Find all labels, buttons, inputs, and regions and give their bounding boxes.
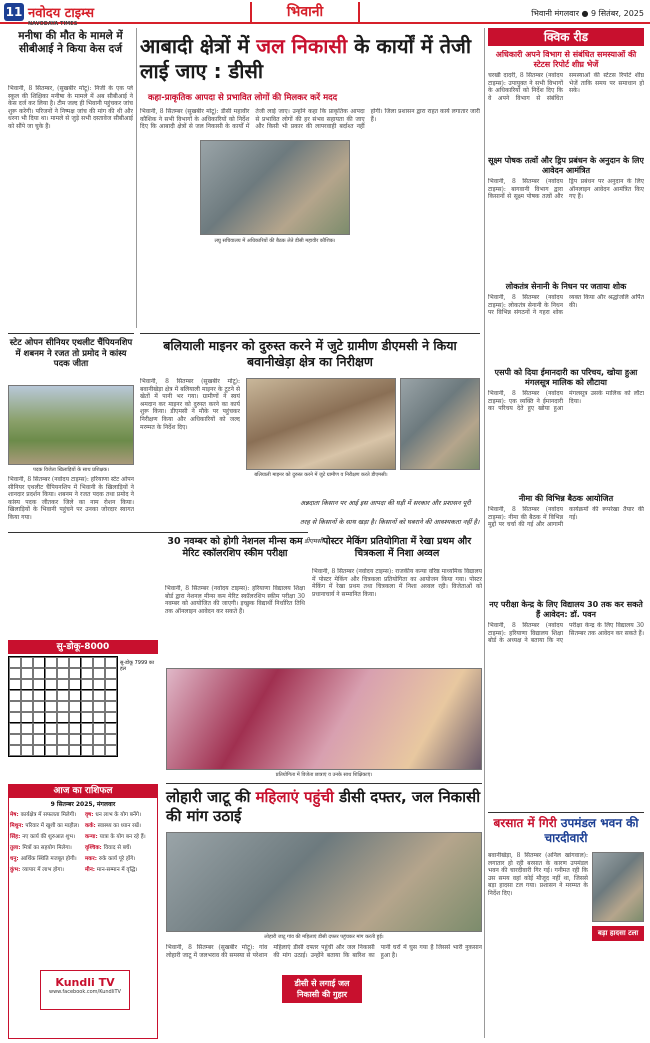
- sudoku-cell: [57, 745, 69, 756]
- sudoku-cell: [9, 701, 21, 712]
- lohari-headline-highlight: महिलाएं पहुंची: [255, 788, 334, 806]
- horoscope-sign-name: तुला:: [10, 845, 23, 851]
- lohari-photo: [166, 832, 482, 932]
- horoscope-date: 9 सितम्बर 2025, मंगलवार: [50, 801, 116, 808]
- horoscope-sign-name: वृष:: [85, 812, 96, 818]
- divider-center: [140, 333, 480, 334]
- sudoku-cell: [33, 734, 45, 745]
- sudoku-cell: [9, 712, 21, 723]
- lohari-headline: [166, 788, 482, 826]
- horoscope-sign-text: नए कार्य की शुरुआत शुभ।: [22, 834, 76, 840]
- sudoku-cell: [21, 657, 33, 668]
- sudoku-cell: [45, 668, 57, 679]
- state-headline: स्टेट ओपन सीनियर एथलीट चैंपियनशिप में शबनम ने रजत तो प्रमोद ने कांस्य पदक जीता: [9, 338, 133, 369]
- divider-barsat: [488, 812, 644, 813]
- sudoku-cell: [93, 712, 105, 723]
- horoscope-sign: [10, 843, 81, 852]
- right-story2-body: भिवानी, 8 सितम्बर (नवोदय टाइम्स): बागवानी विभाग द्वारा किसानों से सूक्ष्म पोषक तत्वों और ड्रिप प्रबंधन पर अनुदान के लिए ऑनलाइन आवेदन आमंत्रित किए गए हैं।: [488, 178, 644, 201]
- sudoku-cell: [81, 723, 93, 734]
- sudoku-cell: [9, 723, 21, 734]
- sudoku-cell: [57, 690, 69, 701]
- sudoku-cell: [57, 712, 69, 723]
- sudoku-cell: [45, 723, 57, 734]
- kundli-ad-url: www.facebook.com/KundliTV: [49, 989, 121, 995]
- state-photo-caption: पदक विजेता खिलाड़ियों के साथ प्रशिक्षक।: [32, 467, 110, 473]
- sudoku-cell: [69, 745, 81, 756]
- horoscope-sign: [10, 810, 81, 819]
- left-story1-body: भिवानी, 8 सितम्बर, (सुखबीर मोटू): निजी के एक प्ले स्कूल की शिक्षिका मनीषा के मामले में अब सीबीआई ने केस दर्ज कर लिया है। टीम जल्द ही भिवानी पहुंचकर जांच शुरू करेगी। परिजनों ने निष्पक्ष जांच की मांग की थी और धरना भी दिया था। मामले से जुड़े सभी दस्तावेज सीबीआई को सौंपे जा चुके हैं।: [8, 85, 133, 130]
- sudoku-cell: [93, 679, 105, 690]
- sudoku-cell: [93, 723, 105, 734]
- horoscope-sign: [10, 832, 81, 841]
- horoscope-sign-name: मिथुन:: [10, 823, 26, 829]
- horoscope-sign-text: मित्रों का सहयोग मिलेगा।: [22, 845, 72, 851]
- sudoku-cell: [69, 734, 81, 745]
- page-number: 11: [5, 5, 23, 19]
- scholarship-body: भिवानी, 8 सितम्बर (नवोदय टाइम्स): हरियाणा विद्यालय शिक्षा बोर्ड द्वारा नेशनल मीन्स कम मेरिट स्कॉलरशिप स्कीम परीक्षा 30 नवम्बर को आयोजित की जाएगी। इच्छुक विद्यार्थी निर्धारित तिथि तक ऑनलाइन आवेदन कर सकते हैं।: [165, 585, 305, 615]
- main-headline-part1: आबादी क्षेत्रों में: [140, 34, 257, 58]
- sudoku-cell: [33, 657, 45, 668]
- right-story6-head: नए परीक्षा केन्द्र के लिए विद्यालय 30 तक कर सकते हैं आवेदन: डॉ. पवन: [489, 600, 643, 619]
- horoscope-sign-text: धन लाभ के योग बनेंगे।: [95, 812, 142, 818]
- sudoku-cell: [93, 657, 105, 668]
- sudoku-cell: [105, 723, 117, 734]
- sudoku-cell: [9, 745, 21, 756]
- barsat-headline: [488, 816, 644, 846]
- sudoku-cell: [105, 668, 117, 679]
- center-photo: [246, 378, 396, 470]
- sudoku-title: सु-डोकू-8000: [8, 640, 158, 654]
- sudoku-cell: [45, 679, 57, 690]
- poster-photo-caption: प्रतियोगिता में विजेता छात्राएं व उनके साथ शिक्षिकाएं।: [275, 772, 373, 778]
- sudoku-cell: [57, 701, 69, 712]
- sudoku-cell: [21, 712, 33, 723]
- left-story1-headline: मनीषा की मौत के मामले में सीबीआई ने किया केस दर्ज: [18, 30, 123, 55]
- center-body: भिवानी, 8 सितम्बर (सुखबीर मोटू): बवानीखेड़ा क्षेत्र में बलियाली माइनर के टूटने से खेतों में पानी भर गया। ग्रामीणों ने स्वयं श्रमदान कर माइनर को दुरुस्त करने का कार्य शुरू किया। डीएमसी ने मौके पर पहुंचकर निरीक्षण किया और अधिकारियों को जल्द मरम्मत के निर्देश दिए।: [140, 378, 240, 431]
- sudoku-cell: [81, 668, 93, 679]
- sudoku-cell: [57, 723, 69, 734]
- lohari-body: भिवानी, 8 सितम्बर (सुखबीर मोटू): गांव लोहारी जाटू में जलभराव की समस्या से परेशान महिलाएं डीसी दफ्तर पहुंचीं और जल निकासी की मांग उठाई। उन्होंने बताया कि बारिश का पानी घरों में घुस गया है जिससे भारी नुकसान हुआ है।: [166, 944, 482, 959]
- sudoku-cell: [81, 734, 93, 745]
- sudoku-cell: [57, 668, 69, 679]
- sudoku-cell: [33, 668, 45, 679]
- sudoku-cell: [57, 734, 69, 745]
- kundli-ad-title: Kundli TV: [55, 976, 115, 989]
- horoscope-sign-text: यात्रा के योग बन रहे हैं।: [99, 834, 146, 840]
- horoscope-sign-name: कर्क:: [85, 823, 98, 829]
- sudoku-cell: [93, 734, 105, 745]
- brand-subtitle: NAVODAYA TIMES: [28, 21, 78, 27]
- horoscope-sign-name: कुंभ:: [10, 867, 23, 873]
- horoscope-sign: [85, 854, 156, 863]
- right-story5-body: भिवानी, 8 सितम्बर (नवोदय टाइम्स): नीमा की बैठक में विभिन्न मुद्दों पर चर्चा की गई और आगामी कार्यक्रमों की रूपरेखा तैयार की गई।: [488, 506, 644, 529]
- sudoku-cell: [45, 701, 57, 712]
- sudoku-cell: [81, 679, 93, 690]
- dateline: भिवानी मंगलवार ● 9 सितंबर, 2025: [531, 9, 644, 18]
- scholarship-headline: 30 नवम्बर को होगी नेशनल मीन्स कम मेरिट स्कॉलरशिप स्कीम परीक्षा: [167, 536, 303, 559]
- lohari-photo-caption: लोहारी जाटू गांव की महिलाएं डीसी दफ्तर पहुंचकर मांग करती हुई।: [264, 934, 384, 940]
- center-headline: बलियाली माइनर को दुरुस्त करने में जुटे ग्रामीण डीएमसी ने किया बवानीखेड़ा क्षेत्र का निरीक्षण: [163, 338, 457, 369]
- column-divider-left: [136, 28, 137, 328]
- sudoku-cell: [69, 701, 81, 712]
- sudoku-cell: [81, 745, 93, 756]
- horoscope-sign: [85, 821, 156, 830]
- sudoku-cell: [33, 723, 45, 734]
- sudoku-cell: [33, 690, 45, 701]
- sudoku-cell: [69, 679, 81, 690]
- sudoku-cell: [81, 657, 93, 668]
- sudoku-cell: [33, 679, 45, 690]
- horoscope-sign-text: विवाद से बचें।: [103, 845, 132, 851]
- sudoku-cell: [81, 690, 93, 701]
- horoscope-sign-text: रुके कार्य पूरे होंगे।: [98, 856, 136, 862]
- sudoku-cell: [105, 734, 117, 745]
- sudoku-cell: [33, 701, 45, 712]
- lohari-inset: डीसी से लगाई जल निकासी की गुहार: [282, 975, 362, 1003]
- sudoku-cell: [81, 712, 93, 723]
- horoscope-sign-text: कार्यक्षेत्र में सफलता मिलेगी।: [20, 812, 77, 818]
- brand-logo: [28, 3, 94, 27]
- right-story3-body: भिवानी, 8 सितम्बर (नवोदय टाइम्स): लोकतंत्र सेनानी के निधन पर विभिन्न संगठनों ने गहरा शोक व्यक्त किया और श्रद्धांजलि अर्पित की।: [488, 294, 644, 317]
- horoscope-sign-name: वृश्चिक:: [85, 845, 104, 851]
- horoscope-sign-name: धनु:: [10, 856, 21, 862]
- main-headline-highlight: जल निकासी: [256, 34, 348, 58]
- sudoku-cell: [105, 712, 117, 723]
- divider-state: [8, 333, 134, 334]
- sudoku-grid: [8, 656, 118, 757]
- sudoku-cell: [21, 679, 33, 690]
- poster-body: भिवानी, 8 सितम्बर (नवोदय टाइम्स): राजकीय कन्या वरिष्ठ माध्यमिक विद्यालय में पोस्टर मेकिंग और चित्रकला प्रतियोगिता का आयोजन किया गया। पोस्टर मेकिंग में रेखा प्रथम तथा चित्रकला में निशा अव्वल रही। विजेताओं को प्रधानाचार्य ने सम्मानित किया।: [312, 568, 482, 598]
- sudoku-cell: [21, 734, 33, 745]
- sudoku-cell: [69, 668, 81, 679]
- right-story4-body: भिवानी, 8 सितम्बर (नवोदय टाइम्स): एक व्यक्ति ने ईमानदारी का परिचय देते हुए खोया हुआ मंगलसूत्र उसके मालिक को लौटा दिया।: [488, 390, 644, 413]
- section-title: भिवानी: [250, 2, 360, 22]
- sudoku-cell: [21, 690, 33, 701]
- horoscope-sign-name: कन्या:: [85, 834, 100, 840]
- main-headline: [140, 34, 480, 84]
- horoscope-sign: [10, 821, 81, 830]
- right-story5-head: नीमा की विभिन्न बैठक आयोजित: [518, 494, 614, 503]
- lohari-headline-part2: डीसी दफ्तर, जल निकासी की मांग उठाई: [166, 788, 481, 825]
- right-story3-head: लोकतंत्र सेनानी के निधन पर जताया शोक: [505, 282, 627, 291]
- sudoku-cell: [45, 745, 57, 756]
- horoscope-sign: [10, 854, 81, 863]
- sudoku-cell: [93, 690, 105, 701]
- sudoku-cell: [9, 679, 21, 690]
- center-quote-author: - डीएमसी: [300, 537, 323, 545]
- sudoku-cell: [21, 701, 33, 712]
- horoscope-sign-text: व्यापार में लाभ होगा।: [22, 867, 65, 873]
- poster-photo: [166, 668, 482, 770]
- poster-headline: पोस्टर मेकिंग प्रतियोगिता में रेखा प्रथम और चित्रकला में निशा अव्वल: [322, 536, 472, 559]
- kundli-ad: [40, 970, 130, 1010]
- sudoku-cell: [9, 690, 21, 701]
- horoscope-sign-name: सिंह:: [10, 834, 23, 840]
- right-story2-head: सूक्ष्म पोषक तत्वों और ड्रिप प्रबंधन के अनुदान के लिए आवेदन आमंत्रित: [488, 156, 644, 175]
- column-divider-right: [484, 28, 485, 1038]
- horoscope-sign-name: मीन:: [85, 867, 97, 873]
- main-body: भिवानी, 8 सितम्बर (सुखबीर मोटू): डीसी महावीर कौशिक ने सभी विभागों के अधिकारियों को निर्देश दिए कि आबादी क्षेत्रों से जल निकासी के कार्यों में तेजी लाई जाए। उन्होंने कहा कि प्राकृतिक आपदा से प्रभावित लोगों की हर संभव सहायता की जाए और किसी भी प्रकार की लापरवाही बर्दाश्त नहीं होगी। जिला प्रशासन द्वारा राहत कार्य लगातार जारी हैं।: [140, 108, 480, 131]
- main-subhead: कहा-प्राकृतिक आपदा से प्रभावित लोगों की मिलकर करें मदद: [148, 93, 338, 103]
- horoscope-sign: [10, 865, 81, 874]
- right-story4-head: एसपी को दिया ईमानदारी का परिचय, खोया हुआ मंगलसूत्र मालिक को लौटाया: [494, 368, 638, 387]
- barsat-headline-part2: उपमंडल भवन की चारदीवारी: [544, 816, 639, 845]
- sudoku-cell: [93, 701, 105, 712]
- sudoku-cell: [93, 668, 105, 679]
- lohari-headline-part1: लोहारी जाटू की: [166, 788, 256, 806]
- sudoku-solution-label: सु-डोकू 7999 का हल: [120, 660, 155, 672]
- horoscope-sign: [85, 843, 156, 852]
- sudoku-cell: [105, 690, 117, 701]
- horoscope-sign: [85, 832, 156, 841]
- barsat-badge: बड़ा हादसा टला: [592, 926, 644, 941]
- sudoku-cell: [9, 734, 21, 745]
- sudoku-cell: [105, 657, 117, 668]
- sudoku-cell: [69, 712, 81, 723]
- right-story1-body: चरखी दादरी, 8 सितम्बर (नवोदय टाइम्स): उपायुक्त ने सभी विभागों के अधिकारियों को निर्देश दिए कि वे अपने विभाग से संबंधित समस्याओं की स्टेटस रिपोर्ट शीघ्र भेजें ताकि समय पर समाधान हो सके।: [488, 72, 644, 102]
- center-photo-2: [400, 378, 480, 470]
- horoscope-sign-text: आर्थिक स्थिति मजबूत होगी।: [20, 856, 77, 862]
- sudoku-cell: [105, 701, 117, 712]
- sudoku-cell: [33, 745, 45, 756]
- sudoku-cell: [21, 723, 33, 734]
- sudoku-cell: [57, 679, 69, 690]
- main-headline-part2: के कार्यों में तेजी लाई जाए : डीसी: [140, 34, 472, 83]
- center-photo-caption: बलियाली माइनर को दुरुस्त करने में जुटे ग्रामीण व निरीक्षण करते डीएमसी।: [254, 472, 388, 478]
- sudoku-cell: [81, 701, 93, 712]
- sudoku-cell: [57, 657, 69, 668]
- horoscope-list: [10, 810, 156, 874]
- sudoku-cell: [9, 668, 21, 679]
- sudoku-cell: [45, 690, 57, 701]
- horoscope-title: आज का राशिफल: [8, 784, 158, 798]
- state-photo: [8, 385, 134, 465]
- sudoku-cell: [93, 745, 105, 756]
- main-photo: [200, 140, 350, 235]
- sudoku-cell: [69, 690, 81, 701]
- barsat-headline-part1: बरसात में गिरी: [493, 816, 557, 830]
- brand-name: नवोदय टाइम्स: [28, 6, 95, 21]
- horoscope-sign: [85, 865, 156, 874]
- sudoku-cell: [69, 657, 81, 668]
- sudoku-cell: [21, 668, 33, 679]
- sudoku-cell: [21, 745, 33, 756]
- sudoku-cell: [69, 723, 81, 734]
- sudoku-cell: [45, 712, 57, 723]
- barsat-photo: [592, 852, 644, 922]
- horoscope-sign-text: मान-सम्मान में वृद्धि।: [96, 867, 138, 873]
- sudoku-cell: [33, 712, 45, 723]
- divider-lohari: [166, 783, 482, 784]
- right-story6-body: भिवानी, 8 सितम्बर (नवोदय टाइम्स): हरियाणा विद्यालय शिक्षा बोर्ड के अध्यक्ष ने बताया कि नए परीक्षा केन्द्र के लिए विद्यालय 30 सितम्बर तक आवेदन कर सकते हैं।: [488, 622, 644, 645]
- state-body: भिवानी, 8 सितम्बर (नवोदय टाइम्स): हरियाणा स्टेट ओपन सीनियर एथलीट चैंपियनशिप में भिवानी के खिलाड़ियों ने शानदार प्रदर्शन किया। शबनम ने रजत पदक तथा प्रमोद ने कांस्य पदक जीतकर जिले का नाम रोशन किया। खिलाड़ियों के भिवानी पहुंचने पर उनका जोरदार स्वागत किया गया।: [8, 476, 134, 521]
- sudoku-cell: [45, 734, 57, 745]
- sudoku-cell: [9, 657, 21, 668]
- horoscope-sign-name: मकर:: [85, 856, 99, 862]
- quick-read-title: क्विक रीड: [488, 28, 644, 46]
- center-quote: अन्नदाता किसान पर आई इस आपदा की घड़ी में सरकार और प्रशासन पूरी तरह से किसानों के साथ खड़ा है। किसानों को घबराने की आवश्यकता नहीं है।: [300, 499, 480, 526]
- horoscope-sign-text: स्वास्थ्य का ध्यान रखें।: [97, 823, 141, 829]
- divider-scholarship: [8, 532, 308, 533]
- barsat-body: बवानीखेड़ा, 8 सितम्बर (अनिल खांगवाल): लगातार हो रही बरसात के कारण उपमंडल भवन की चारदीवारी गिर गई। गनीमत रही कि उस समय वहां कोई मौजूद नहीं था, जिससे बड़ा हादसा टल गया। प्रशासन ने मरम्मत के निर्देश दिए।: [488, 852, 588, 897]
- horoscope-sign: [85, 810, 156, 819]
- horoscope-sign-text: परिवार में खुशी का माहौल।: [25, 823, 80, 829]
- sudoku-cell: [45, 657, 57, 668]
- right-story1-head: अधिकारी अपने विभाग से संबंधित समस्याओं की स्टेटस रिपोर्ट शीघ्र भेजें: [495, 50, 637, 69]
- sudoku-cell: [105, 745, 117, 756]
- main-photo-caption: लघु सचिवालय में अधिकारियों की बैठक लेते डीसी महावीर कौशिक।: [200, 238, 350, 244]
- horoscope-sign-name: मेष:: [10, 812, 21, 818]
- right-column-stories: [488, 50, 644, 770]
- sudoku-cell: [105, 679, 117, 690]
